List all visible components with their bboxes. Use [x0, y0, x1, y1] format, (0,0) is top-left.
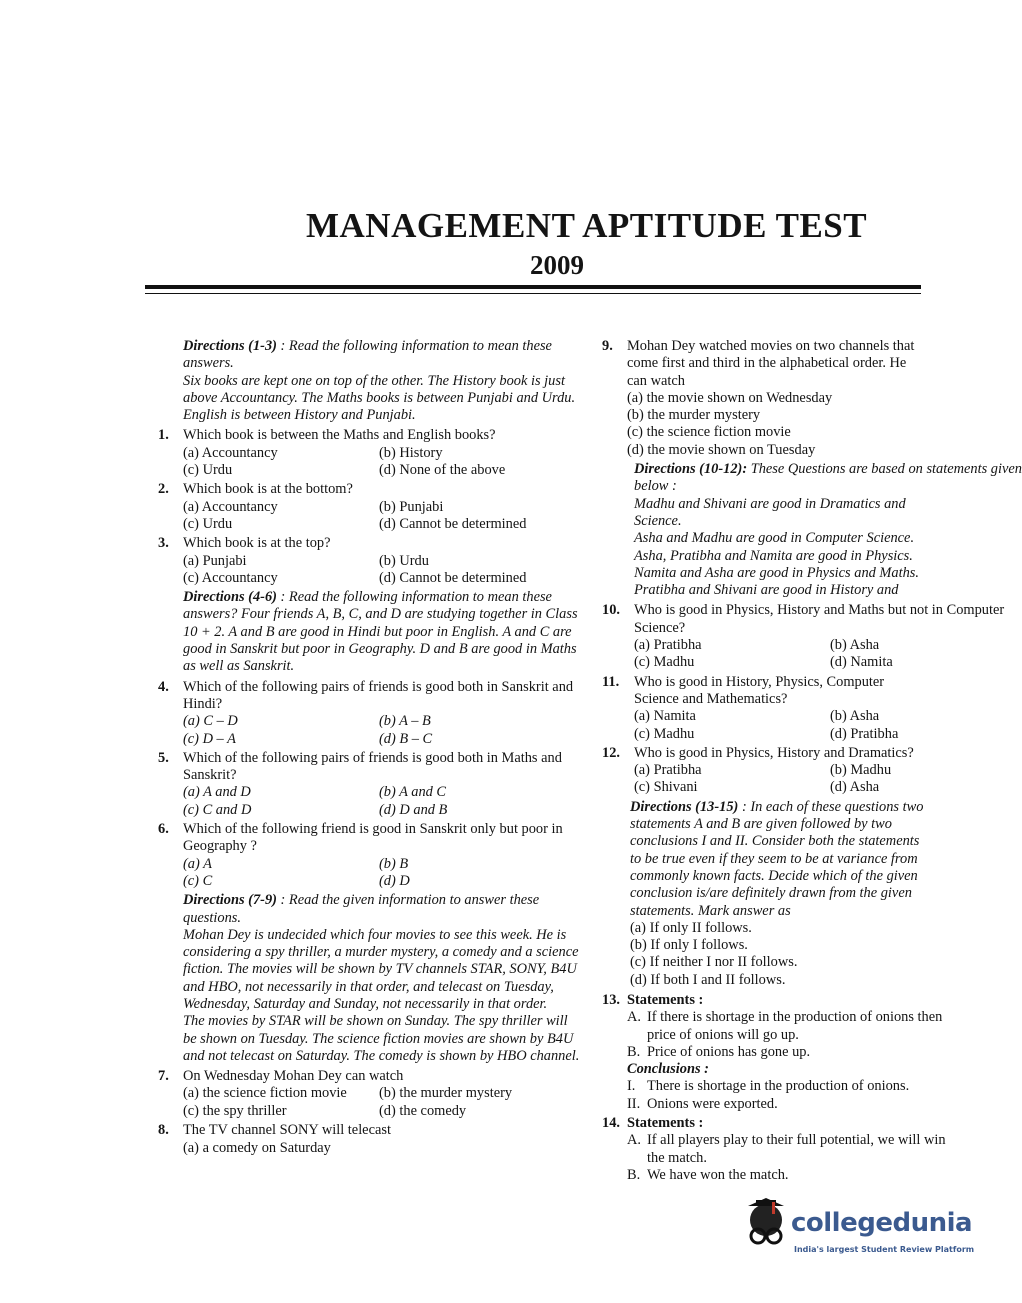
question-10: 10. Who is good in Physics, History and Maths but not in Computer Science? (a) Pratibha (b) Asha (c) Madhu (d) Namita	[602, 602, 1022, 671]
option-d: (d) None of the above	[379, 462, 506, 479]
option-a: (a) C – D	[183, 713, 238, 730]
option-a: (a) Pratibha	[634, 637, 702, 654]
option-c: (c) Shivani	[634, 779, 698, 796]
left-column	[158, 338, 582, 1158]
question-11: 11. Who is good in History, Physics, Computer Science and Mathematics? (a) Namita (b) Asha (c) Madhu (d) Pratibha	[602, 674, 1022, 743]
option-c: (c) Accountancy	[183, 569, 278, 586]
option-d: (d) D and B	[379, 801, 448, 818]
page-year: 2009	[530, 250, 584, 280]
option-d: (d) the movie shown on Tuesday	[627, 441, 816, 458]
header-rule-thick	[145, 285, 921, 289]
option-d: (d) the comedy	[379, 1102, 467, 1119]
question-2: 2. Which book is at the bottom? (a) Accountancy (b) Punjabi (c) Urdu (d) Cannot be determined	[158, 481, 582, 533]
option-a: (a) Namita	[634, 708, 696, 725]
question-7: 7. On Wednesday Mohan Dey can watch (a) the science fiction movie (b) the murder mystery (c) the spy thriller (d) the comedy	[158, 1068, 582, 1120]
question-6: 6. Which of the following friend is good in Sanskrit only but poor in Geography ? (a) A (b) B (c) C (d) D	[158, 821, 582, 890]
option-c: (c) Urdu	[183, 515, 233, 532]
option-c: (c) C	[183, 872, 213, 889]
question-9: 9. Mohan Dey watched movies on two channels that come first and third in the alphabetical order. He can watch (a) the movie shown on Wednesday (b) the murder mystery (c) the science fiction movie (d) the movie shown on Tuesday	[602, 338, 1022, 459]
option-a: (a) the movie shown on Wednesday	[627, 389, 833, 406]
option-a: (a) a comedy on Saturday	[183, 1140, 331, 1157]
header-rule-thin	[145, 293, 921, 294]
option-b: (b) Madhu	[830, 762, 892, 779]
option-d: (d) Namita	[830, 654, 893, 671]
option-b: (b) Punjabi	[379, 498, 444, 515]
directions-13-15: Directions (13-15) : In each of these questions two statements A and B are given followed by two conclusions I and II. Consider both the statements to be true even if they seem to be at variance from commonly known facts. Decide which of the given conclusion is/are definitely drawn from the given statements. Mark answer as (a) If only II follows. (b) If only I follows. (c) If neither I nor II follows. (d) If both I and II follows.	[630, 798, 924, 988]
option-b: (b) B	[379, 855, 409, 872]
mascot-icon	[738, 1196, 794, 1256]
option-a: (a) Accountancy	[183, 444, 278, 461]
option-a: (a) Punjabi	[183, 552, 247, 569]
option-c: (c) D – A	[183, 730, 236, 747]
option-c: (c) Urdu	[183, 462, 233, 479]
option-c: (c) C and D	[183, 801, 252, 818]
option-c: (c) the science fiction movie	[627, 424, 791, 441]
question-5: 5. Which of the following pairs of friends is good both in Maths and Sanskrit? (a) A and D (b) A and C (c) C and D (d) D and B	[158, 750, 582, 819]
question-12: 12. Who is good in Physics, History and Dramatics? (a) Pratibha (b) Madhu (c) Shivani (d) Asha	[602, 745, 1022, 797]
directions-7-9: Directions (7-9) : Read the given information to answer these questions. Mohan Dey is undecided which four movies to see this week. He is considering a spy thriller, a murder mystery, a comedy and a science fiction. The movies will be shown by TV channels STAR, SONY, B4U and HBO, not necessarily in that order, and telecast on Tuesday, Wednesday, Saturday and Sunday, not necessarily in that order. The movies by STAR will be shown on Sunday. The spy thriller will be shown on Tuesday. The science fiction movies are shown by B4U and not telecast on Saturday. The comedy is shown by HBO channel.	[183, 892, 580, 1064]
brand-tagline: India's largest Student Review Platform	[794, 1245, 975, 1254]
option-c: (c) the spy thriller	[183, 1102, 287, 1119]
option-d: (d) Cannot be determined	[379, 569, 527, 586]
option-c: (c) Madhu	[634, 654, 695, 671]
option-b: (b) Asha	[830, 637, 880, 654]
option-d: (d) Asha	[830, 779, 880, 796]
option-b: (b) the murder mystery	[379, 1085, 513, 1102]
option-b: (b) the murder mystery	[627, 407, 761, 424]
option-d: (d) Pratibha	[830, 725, 899, 742]
brand-name: collegedunia	[791, 1208, 973, 1238]
question-14: 14. Statements : A. If all players play to their full potential, we will win the match. B. We have won the match.	[602, 1115, 946, 1183]
option-b: (b) Asha	[830, 708, 880, 725]
directions-1-3: Directions (1-3) : Read the following information to mean these answers. Six books are kept one on top of the other. The History book is just above Accountancy. The Maths books is between Punjabi and Urdu. English is between History and Punjabi.	[183, 338, 576, 424]
directions-10-12: Directions (10-12): These Questions are based on statements given below : Madhu and Shivani are good in Dramatics and Science. Asha and Madhu are good in Computer Science. Asha, Pratibha and Namita are good in Physics. Namita and Asha are good in Physics and Maths. Pratibha and Shivani are good in History and	[634, 461, 1022, 599]
option-b: (b) Urdu	[379, 552, 429, 569]
option-b: (b) A and C	[379, 784, 447, 801]
option-a: (a) the science fiction movie	[183, 1085, 347, 1102]
option-a: (a) Pratibha	[634, 762, 702, 779]
question-8: 8. The TV channel SONY will telecast (a) a comedy on Saturday	[158, 1122, 582, 1156]
right-column	[602, 338, 1022, 1183]
option-b: (b) History	[379, 444, 443, 461]
option-d: (d) B – C	[379, 730, 433, 747]
question-3: 3. Which book is at the top? (a) Punjabi (b) Urdu (c) Accountancy (d) Cannot be determined	[158, 535, 582, 587]
question-4: 4. Which of the following pairs of friends is good both in Sanskrit and Hindi? (a) C – D (b) A – B (c) D – A (d) B – C	[158, 679, 582, 748]
option-d: (d) D	[379, 872, 410, 889]
question-1: 1. Which book is between the Maths and English books? (a) Accountancy (b) History (c) Urdu (d) None of the above	[158, 427, 582, 479]
option-c: (c) Madhu	[634, 725, 695, 742]
option-a: (a) Accountancy	[183, 498, 278, 515]
option-d: (d) Cannot be determined	[379, 515, 527, 532]
question-13: 13. Statements : A. If there is shortage in the production of onions then price of onions will go up. B. Price of onions has gone up. Conclusions : I. There is shortage in the production of onions. II. Onions were exported.	[602, 991, 943, 1112]
option-a: (a) A	[183, 855, 212, 872]
directions-4-6: Directions (4-6) : Read the following information to mean these answers? Four friends A, B, C, and D are studying together in Class 10 + 2. A and B are good in Hindi but poor in English. A and C are good in Sanskrit but poor in Geography. D and B are good in Maths as well as Sanskrit.	[183, 589, 578, 675]
option-b: (b) A – B	[379, 713, 431, 730]
page-title: MANAGEMENT APTITUDE TEST	[306, 206, 868, 245]
option-a: (a) A and D	[183, 784, 251, 801]
